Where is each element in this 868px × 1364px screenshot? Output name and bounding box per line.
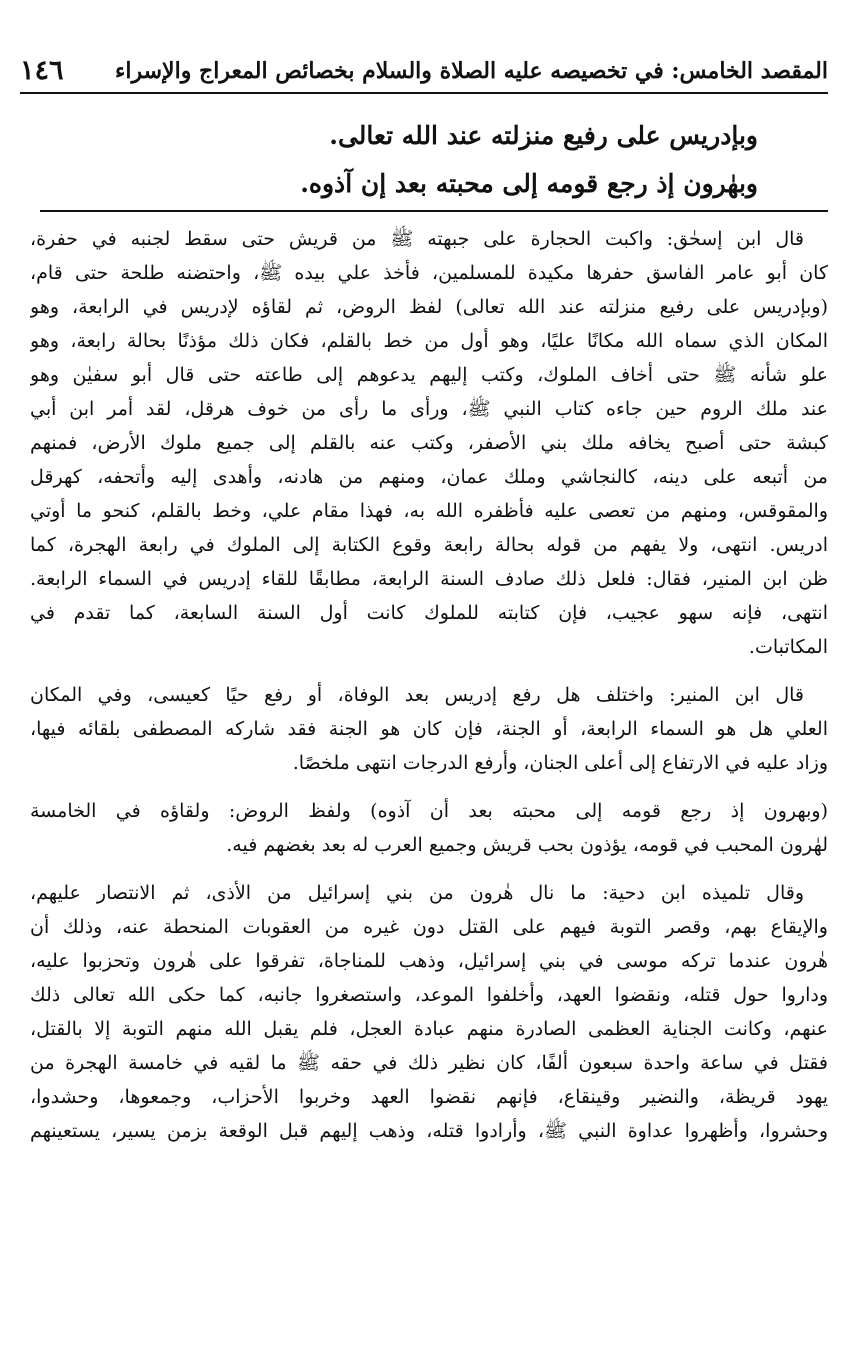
text-line: فقتل في ساعة واحدة سبعون ألفًا، كان نظير ذلك في حقه ﷺ ما لقيه في خامسة الهجرة من [30, 1052, 828, 1074]
text-line: المكان الذي سماه الله مكانًا عليًا، وهو أول من خط بالقلم، فكان ذلك مؤذنًا بحالة رابعة، وهو [30, 330, 828, 352]
text-line: من أتبعه على دينه، كالنجاشي وملك عمان، ومنهم من هادنه، وأهدى إليه وأتحفه، كهرقل [30, 466, 828, 488]
text-line: كبشة حتى أصبح يخافه ملك بني الأصفر، وكتب عنه بالقلم إلى جميع ملوك الأرض، فمنهم [30, 432, 828, 454]
text-line: ظن ابن المنير، فقال: فلعل ذلك صادف السنة الرابعة، مطابقًا للقاء إدريس في السماء الرابعة. [30, 568, 828, 590]
paragraph [30, 794, 828, 862]
paragraph [30, 222, 828, 664]
page-number: ١٤٦ [20, 55, 64, 86]
text-line: والمقوقس، ومنهم من تعصى عليه فأظفره الله به، فهذا مقام علي، وخط بالقلم، كنحو ما أوتي [30, 500, 828, 522]
text-line: وداروا حول قتله، ونقضوا العهد، وأخلفوا الموعد، واستصغروا جانبه، كما حكى الله تعالى ذلك [30, 984, 828, 1006]
text-line: قال ابن إسحٰق: واكبت الحجارة على جبهته ﷺ من قريش حتى سقط لجنبه في حفرة، [30, 228, 804, 250]
text-line: عند ملك الروم حين جاءه كتاب النبي ﷺ، ورأى ما رأى من خوف هرقل، لقد أمر ابن أبي [30, 398, 828, 420]
paragraph [30, 678, 828, 780]
text-line: يهود قريظة، والنضير وقينقاع، فإنهم نقضوا العهد وخربوا الأحزاب، وجمعوها، وحشدوا، [30, 1086, 828, 1108]
verse-line: وبهٰرون إذ رجع قومه إلى محبته بعد إن آذوه. [300, 169, 758, 198]
text-line: وقال تلميذه ابن دحية: ما نال هٰرون من بني إسرائيل من الأذى، ثم الانتصار عليهم، [30, 882, 804, 904]
verse-line: وبإدريس على رفيع منزلته عند الله تعالى. [329, 121, 758, 150]
text-line: وحشروا، وأظهروا عداوة النبي ﷺ، وأرادوا قتله، وذهب إليهم قبل الوقعة بزمن يسير، يستعينهم [30, 1120, 828, 1142]
text-line: العلي هل هو السماء الرابعة، أو الجنة، فإن كان هو الجنة فقد شاركه المصطفى بلقائه فيها، [30, 718, 828, 740]
running-title: المقصد الخامس: في تخصيصه عليه الصلاة والسلام بخصائص المعراج والإسراء [115, 58, 828, 84]
text-line: وزاد عليه في الارتفاع إلى أعلى الجنان، وأرفع الدرجات انتهى ملخصًا. [292, 752, 828, 774]
text-line: كان أبو عامر الفاسق حفرها مكيدة للمسلمين، فأخذ علي بيده ﷺ، واحتضنه طلحة حتى قام، [30, 262, 828, 284]
paragraph [30, 876, 828, 1148]
text-line: المكاتبات. [748, 636, 828, 658]
text-line: لهٰرون المحبب في قومه، يؤذون بحب قريش وجميع العرب له بعد بغضهم فيه. [226, 834, 828, 856]
verse-block [40, 112, 758, 208]
text-line: (وبهرون إذ رجع قومه إلى محبته بعد أن آذوه) ولفظ الروض: ولقاؤه في الخامسة [30, 800, 828, 822]
text-line: (وبإدريس على رفيع منزلته عند الله تعالى) لفظ الروض، ثم لقاؤه لإدريس في الرابعة، وهو [30, 296, 828, 318]
page-header [20, 46, 828, 94]
text-line: ادريس. انتهى، ولا يفهم من قوله بحالة رابعة وقوع الكتابة إلى الملوك في رابعة الهجرة، كما [30, 534, 828, 556]
text-line: هٰرون عندما تركه موسى في بني إسرائيل، وذهب للمناجاة، تفرقوا على هٰرون وتحزبوا عليه، [30, 950, 828, 972]
text-line: انتهى، فإنه سهو عجيب، فإن كتابته للملوك كانت أول السنة السابعة، كما تقدم في [30, 602, 828, 624]
text-line: قال ابن المنير: واختلف هل رفع إدريس بعد الوفاة، أو رفع حيًا كعيسى، وفي المكان [30, 684, 804, 706]
commentary-body [30, 222, 828, 1148]
text-line: علو شأنه ﷺ حتى أخاف الملوك، وكتب إليهم يدعوهم إلى طاعته حتى قال أبو سفيٰن وهو [30, 364, 828, 386]
text-line: عنهم، وكانت الجناية العظمى الصادرة منهم عبادة العجل، فلم يقبل الله منهم التوبة إلا بالقتل، [30, 1018, 828, 1040]
text-line: والإيقاع بهم، وقصر التوبة فيهم على القتل دون غيره من العقوبات المنحطة عنه، وذلك أن [30, 916, 828, 938]
section-divider [40, 210, 828, 212]
